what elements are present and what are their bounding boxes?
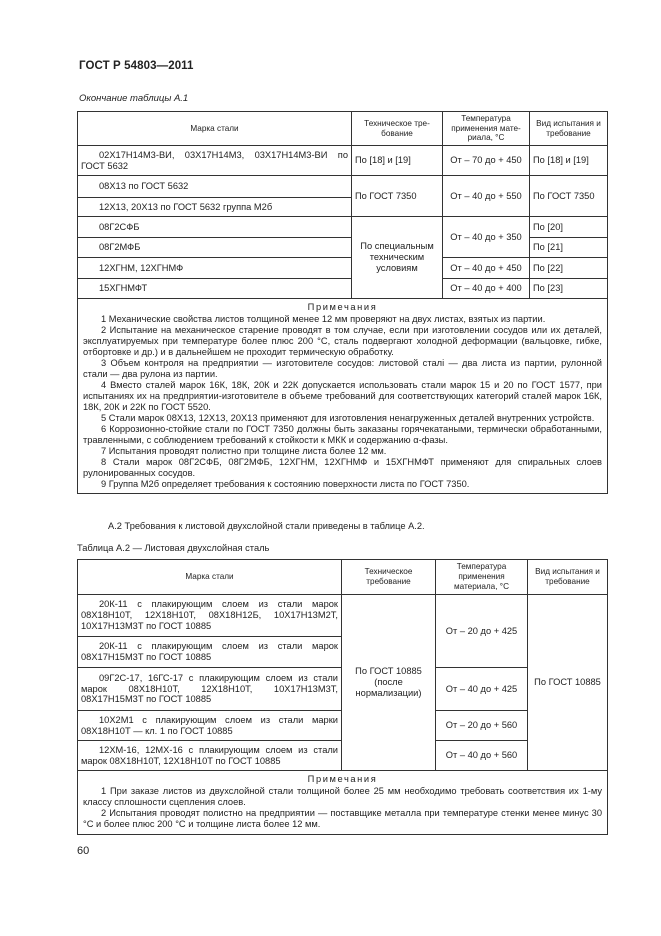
table-a2	[77, 559, 608, 835]
table-cell-temperature: От – 40 до + 450	[443, 258, 530, 279]
table-cell-requirement: По специальным техническим условиям	[352, 217, 443, 299]
note-item: 8 Стали марок 08Г2СФБ, 08Г2МФБ, 12ХГНМ, 12ХГНМФ и 15ХГНМФТ применяют для спиральных слоев рулонированных сосудов.	[83, 456, 602, 478]
table-cell-grade: 08Х13 по ГОСТ 5632	[78, 176, 352, 198]
notes-title: Примечания	[307, 774, 378, 784]
table-cell-temperature: От – 70 до + 450	[443, 146, 530, 176]
table-cell-temperature: От – 40 до + 400	[443, 279, 530, 299]
table-notes	[78, 299, 608, 494]
column-header-test: Вид испытания и требование	[530, 112, 608, 146]
paragraph-a2: А.2 Требования к листовой двухслойной стали приведены в таблице А.2.	[108, 521, 425, 531]
column-header-grade: Марка стали	[78, 560, 342, 595]
column-header-requirement: Техническое тре-бование	[352, 112, 443, 146]
note-item: 2 Испытание на механическое старение проводят в том случае, если при изготовлении сосудов или их деталей, эксплуатируемых при температуре более плюс 200 °С, сталь подвергают холодной деформации (вальцовке, гибке, отбортовке и др.) и в дальнейшем не проходит термическую обработку.	[83, 324, 602, 357]
table-cell-test: По [20]	[530, 217, 608, 238]
table-cell-test: По [21]	[530, 238, 608, 258]
document-header: ГОСТ Р 54803—2011	[79, 60, 194, 72]
table-cell-grade: 12ХМ-16, 12МХ-16 с плакирующим слоем из стали марок 08Х18Н10Т, 12Х18Н10Т по ГОСТ 10885	[78, 741, 342, 771]
table-cell-requirement: По ГОСТ 10885 (после нормализации)	[342, 595, 436, 771]
table-cell-grade: 08Г2СФБ	[78, 217, 352, 238]
table-cell-temperature: От – 40 до + 560	[436, 741, 528, 771]
table-cell-temperature: От – 40 до + 425	[436, 668, 528, 711]
table-a1	[77, 111, 608, 494]
table-cell-grade: 08Г2МФБ	[78, 238, 352, 258]
table-cell-requirement: По [18] и [19]	[352, 146, 443, 176]
table-cell-grade: 15ХГНМФТ	[78, 279, 352, 299]
table-cell-grade: 20К-11 с плакирующим слоем из стали марок 08Х17Н15М3Т по ГОСТ 10885	[78, 637, 342, 668]
table-2-caption: Таблица А.2 — Листовая двухслойная сталь	[77, 543, 270, 553]
table-cell-temperature: От – 40 до + 550	[443, 176, 530, 217]
table-cell-temperature: От – 20 до + 560	[436, 711, 528, 741]
table-1-caption: Окончание таблицы А.1	[79, 93, 189, 104]
table-cell-test: По [23]	[530, 279, 608, 299]
note-item: 7 Испытания проводят полистно при толщине листа более 12 мм.	[101, 445, 387, 456]
column-header-requirement: Техническое требование	[342, 560, 436, 595]
column-header-grade: Марка стали	[78, 112, 352, 146]
note-item: 1 Механические свойства листов толщиной менее 12 мм проверяют на двух листах, взятых из партии.	[101, 313, 546, 324]
table-cell-test: По ГОСТ 7350	[530, 176, 608, 217]
table-cell-grade: 20К-11 с плакирующим слоем из стали марок 08Х18Н10Т, 12Х18Н10Т, 08Х18Н12Б, 10Х17Н13М2Т, 10Х17Н13М3Т по ГОСТ 10885	[78, 595, 342, 637]
table-cell-test: По [18] и [19]	[530, 146, 608, 176]
note-item: 9 Группа М2б определяет требования к состоянию поверхности листа по ГОСТ 7350.	[101, 478, 470, 489]
note-item: 5 Стали марок 08Х13, 12Х13, 20Х13 применяют для изготовления ненагруженных деталей внутренних устройств.	[101, 412, 595, 423]
table-cell-test: По [22]	[530, 258, 608, 279]
table-cell-temperature: От – 20 до + 425	[436, 595, 528, 668]
note-item: 4 Вместо сталей марок 16К, 18К, 20К и 22К допускается использовать стали марок 15 и 20 по ГОСТ 1577, при испытаниях их на предприятии-изготовителе в объеме требований для соответствующих категорий сталей марок 16К, 18К, 20К и 22К по ГОСТ 5520.	[83, 379, 602, 412]
table-cell-test: По ГОСТ 10885	[528, 595, 608, 771]
column-header-temperature: Температура применения мате-риала, °С	[443, 112, 530, 146]
table-cell-temperature: От – 40 до + 350	[443, 217, 530, 258]
note-item: 1 При заказе листов из двухслойной стали толщиной более 25 мм необходимо требовать соответствия их 1-му классу сплошности сцепления слоев.	[83, 785, 602, 807]
table-cell-grade: 12Х13, 20Х13 по ГОСТ 5632 группа М2б	[78, 198, 352, 217]
table-cell-grade: 10Х2М1 с плакирующим слоем из стали марки 08Х18Н10Т — кл. 1 по ГОСТ 10885	[78, 711, 342, 741]
page-number: 60	[77, 845, 90, 857]
table-notes	[78, 771, 608, 835]
notes-title: Примечания	[307, 302, 378, 312]
table-cell-grade: 12ХГНМ, 12ХГНМФ	[78, 258, 352, 279]
table-cell-grade: 02Х17Н14М3-ВИ, 03Х17Н14М3, 03Х17Н14М3-ВИ по ГОСТ 5632	[78, 146, 352, 176]
column-header-test: Вид испытания и требование	[528, 560, 608, 595]
column-header-temperature: Температура применения материала, °С	[436, 560, 528, 595]
note-item: 6 Коррозионно-стойкие стали по ГОСТ 7350 должны быть заказаны горячекатаными, термически обработанными, травленными, с соблюдением требований к стойкости к МКК и содержанию α-фазы.	[83, 423, 602, 445]
table-cell-requirement: По ГОСТ 7350	[352, 176, 443, 217]
table-cell-grade: 09Г2С-17, 16ГС-17 с плакирующим слоем из стали марок 08Х18Н10Т, 12Х18Н10Т, 10Х17Н13М3Т, 08Х17Н15М3Т по ГОСТ 10885	[78, 668, 342, 711]
note-item: 3 Объем контроля на предприятии — изготовителе сосудов: листовой сталі — два листа из партии, рулонной стали — два рулона из партии.	[83, 357, 602, 379]
note-item: 2 Испытания проводят полистно на предприятии — поставщике металла при температуре стенки менее минус 30 °С и более плюс 200 °С и толщине листа более 12 мм.	[83, 807, 602, 829]
